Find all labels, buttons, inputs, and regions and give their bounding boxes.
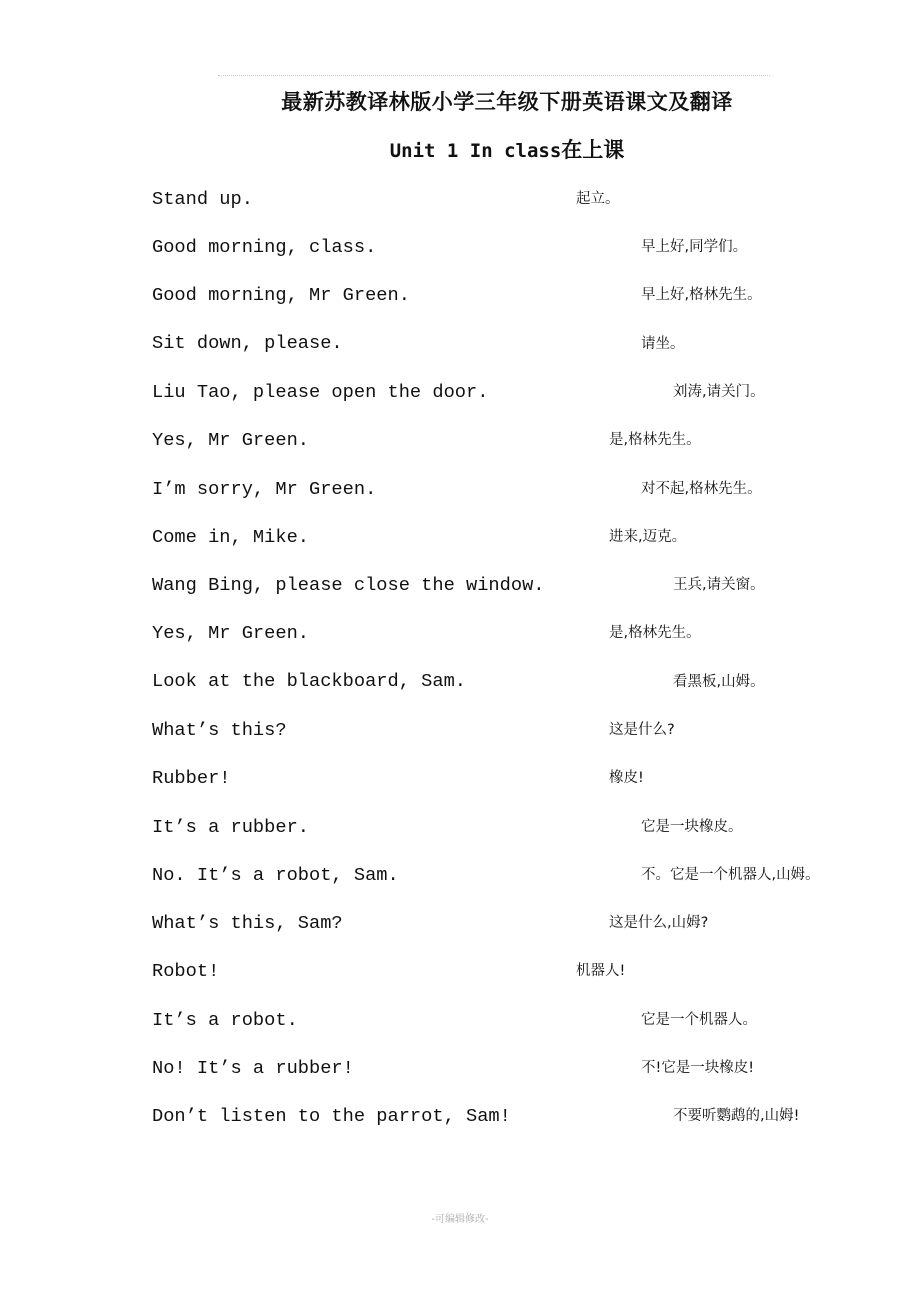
chinese-translation: 这是什么?: [609, 722, 675, 738]
english-line: No. It’s a robot, Sam.: [152, 864, 399, 886]
unit-heading-english: Unit 1 In class: [389, 140, 562, 162]
chinese-translation: 进来,迈克。: [609, 529, 687, 545]
english-line: What’s this, Sam?: [152, 912, 343, 934]
english-line: What’s this?: [152, 719, 287, 741]
chinese-translation: 它是一块橡皮。: [641, 819, 743, 835]
chinese-translation: 不!它是一块橡皮!: [641, 1060, 755, 1076]
chinese-translation: 橡皮!: [609, 770, 644, 786]
chinese-translation: 看黑板,山姆。: [673, 674, 765, 690]
chinese-translation: 起立。: [576, 191, 620, 207]
chinese-translation: 是,格林先生。: [609, 625, 701, 641]
english-line: No! It’s a rubber!: [152, 1057, 354, 1079]
english-line: Yes, Mr Green.: [152, 622, 310, 644]
chinese-translation: 对不起,格林先生。: [641, 481, 762, 497]
english-line: It’s a robot.: [152, 1009, 298, 1031]
english-line: Don’t listen to the parrot, Sam!: [152, 1105, 511, 1127]
english-line: It’s a rubber.: [152, 816, 310, 838]
english-line: Robot!: [152, 960, 220, 982]
english-line: Sit down, please.: [152, 332, 343, 354]
unit-heading: [0, 134, 920, 164]
chinese-translation: 它是一个机器人。: [641, 1012, 757, 1028]
chinese-translation: 王兵,请关窗。: [673, 577, 765, 593]
english-line: Liu Tao, please open the door.: [152, 381, 489, 403]
header-rule: [218, 75, 770, 76]
english-line: Stand up.: [152, 188, 253, 210]
chinese-translation: 早上好,同学们。: [641, 239, 748, 255]
chinese-translation: 机器人!: [576, 963, 626, 979]
unit-heading-chinese: 在上课: [561, 137, 625, 162]
chinese-translation: 是,格林先生。: [609, 432, 701, 448]
footer-text: -可编辑修改-: [431, 1214, 489, 1225]
english-line: I’m sorry, Mr Green.: [152, 478, 377, 500]
english-line: Come in, Mike.: [152, 526, 310, 548]
chinese-translation: 早上好,格林先生。: [641, 287, 762, 303]
chinese-translation: 刘涛,请关门。: [673, 384, 765, 400]
chinese-translation: 请坐。: [641, 336, 685, 352]
english-line: Rubber!: [152, 767, 231, 789]
english-line: Good morning, Mr Green.: [152, 284, 410, 306]
english-line: Wang Bing, please close the window.: [152, 574, 545, 596]
english-line: Yes, Mr Green.: [152, 429, 310, 451]
document-title: 最新苏教译林版小学三年级下册英语课文及翻译: [281, 89, 733, 114]
english-line: Look at the blackboard, Sam.: [152, 670, 467, 692]
chinese-translation: 不。它是一个机器人,山姆。: [641, 867, 820, 883]
chinese-translation: 这是什么,山姆?: [609, 915, 709, 931]
english-line: Good morning, class.: [152, 236, 377, 258]
chinese-translation: 不要听鹦鹉的,山姆!: [673, 1108, 800, 1124]
